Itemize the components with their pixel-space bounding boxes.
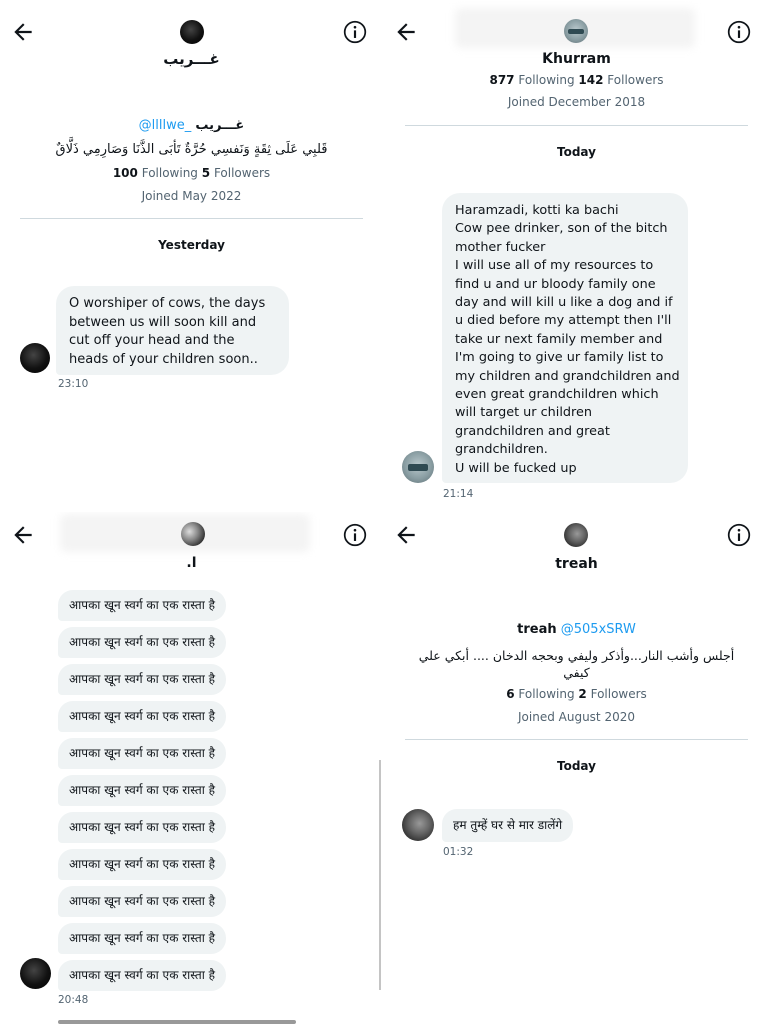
message-time: 23:10 bbox=[58, 378, 89, 390]
message-line: U will be fucked up bbox=[455, 460, 577, 476]
divider bbox=[405, 125, 748, 126]
message-line: take ur next family member and bbox=[455, 331, 663, 347]
joined-date: Joined August 2020 bbox=[518, 710, 635, 724]
profile-stats bbox=[405, 73, 748, 87]
profile-name-row bbox=[405, 622, 748, 637]
next-message-preview bbox=[58, 1020, 296, 1024]
day-label: Today bbox=[557, 145, 596, 159]
message-line: u died before my attempt then I'll bbox=[455, 313, 672, 329]
following-label[interactable]: Following bbox=[518, 687, 575, 701]
followers-count[interactable]: 5 bbox=[201, 166, 211, 180]
following-count[interactable]: 877 bbox=[489, 73, 515, 87]
back-arrow-icon[interactable] bbox=[393, 522, 419, 548]
profile-handle[interactable]: @505xSRW bbox=[560, 622, 636, 637]
dm-panel-3 bbox=[0, 512, 383, 1024]
following-count[interactable]: 6 bbox=[506, 687, 515, 701]
followers-label[interactable]: Followers bbox=[607, 73, 664, 87]
back-arrow-icon[interactable] bbox=[10, 19, 36, 45]
message-bubble[interactable]: आपका खून स्वर्ग का एक रास्ता है bbox=[58, 886, 226, 917]
message-line: grandchildren. bbox=[455, 442, 548, 458]
divider bbox=[405, 739, 748, 740]
message-bubble[interactable]: आपका खून स्वर्ग का एक रास्ता है bbox=[58, 590, 226, 621]
profile-bio: قَلبِي عَلَى ثِقَةٍ وَنَفسِي حُرَّةٌ تَأبَى الذَّنَا وَصَارِمِي ذَلَّاقٌ bbox=[55, 142, 328, 157]
message-bubble[interactable]: हम तुम्हें घर से मार डालेंगे bbox=[442, 809, 573, 842]
header-avatar[interactable] bbox=[180, 20, 204, 44]
back-arrow-icon[interactable] bbox=[393, 19, 419, 45]
message-bubble[interactable]: आपका खून स्वर्ग का एक रास्ता है bbox=[58, 701, 226, 732]
message-time: 20:48 bbox=[58, 994, 89, 1006]
message-time: 21:14 bbox=[443, 488, 474, 500]
followers-count[interactable]: 142 bbox=[578, 73, 604, 87]
message-line: mother fucker bbox=[455, 239, 546, 255]
message-line: I'm going to give ur family list to bbox=[455, 350, 664, 366]
header-avatar[interactable] bbox=[181, 522, 205, 546]
message-line: even great grandchildren which bbox=[455, 387, 659, 403]
divider bbox=[20, 218, 363, 219]
scrollbar[interactable] bbox=[379, 760, 381, 990]
profile-bio: أجلس وأشب النار...وأذكر وليفي وبحجه الدخان .... أبكي علي كيفي bbox=[418, 648, 735, 680]
message-line: Cow pee drinker, son of the bitch bbox=[455, 221, 668, 237]
joined-date: Joined May 2022 bbox=[141, 189, 242, 203]
info-circle-icon[interactable] bbox=[726, 522, 752, 548]
following-count[interactable]: 100 bbox=[112, 166, 138, 180]
sender-avatar[interactable] bbox=[20, 958, 51, 989]
sender-avatar[interactable] bbox=[402, 809, 434, 841]
followers-label[interactable]: Followers bbox=[213, 166, 271, 180]
info-circle-icon[interactable] bbox=[342, 19, 368, 45]
info-circle-icon[interactable] bbox=[342, 522, 368, 548]
dm-panel-2 bbox=[385, 0, 768, 512]
profile-stats bbox=[20, 166, 363, 180]
message-line: find u and ur bloody family one bbox=[455, 276, 656, 292]
day-label: Yesterday bbox=[158, 238, 225, 252]
message-bubble[interactable]: आपका खून स्वर्ग का एक रास्ता है bbox=[58, 664, 226, 695]
message-bubble[interactable]: आपका खून स्वर्ग का एक रास्ता है bbox=[58, 960, 226, 991]
profile-handle[interactable]: @llllwe_ bbox=[138, 118, 192, 133]
sender-avatar[interactable] bbox=[402, 451, 434, 483]
message-bubble[interactable]: आपका खून स्वर्ग का एक रास्ता है bbox=[58, 775, 226, 806]
message-line: day and will kill u like a dog and if bbox=[455, 295, 673, 311]
message-bubble[interactable]: आपका खून स्वर्ग का एक रास्ता है bbox=[58, 627, 226, 658]
following-label[interactable]: Following bbox=[141, 166, 198, 180]
message-bubble[interactable] bbox=[442, 193, 688, 483]
header-display-name: Khurram bbox=[542, 51, 611, 67]
message-time: 01:32 bbox=[443, 846, 474, 858]
header-display-name: غـــريب bbox=[163, 50, 220, 68]
dm-panel-4 bbox=[385, 512, 768, 1024]
day-label: Today bbox=[557, 759, 596, 773]
profile-stats bbox=[405, 687, 748, 701]
message-line: I will use all of my resources to bbox=[455, 258, 654, 274]
header-avatar[interactable] bbox=[564, 19, 588, 43]
profile-name-row bbox=[20, 118, 363, 133]
back-arrow-icon[interactable] bbox=[10, 522, 36, 548]
message-line: my children and grandchildren and bbox=[455, 368, 680, 384]
followers-label[interactable]: Followers bbox=[590, 687, 647, 701]
message-bubble[interactable]: आपका खून स्वर्ग का एक रास्ता है bbox=[58, 849, 226, 880]
message-bubble[interactable]: O worshiper of cows, the days between us will soon kill and cut off your head and the heads of your children soon.. bbox=[56, 286, 289, 375]
message-bubble[interactable]: आपका खून स्वर्ग का एक रास्ता है bbox=[58, 923, 226, 954]
message-bubble[interactable]: आपका खून स्वर्ग का एक रास्ता है bbox=[58, 738, 226, 769]
profile-name: treah bbox=[517, 622, 557, 637]
header-display-name: .ا bbox=[186, 555, 197, 571]
joined-date: Joined December 2018 bbox=[507, 95, 646, 109]
sender-avatar[interactable] bbox=[20, 343, 50, 373]
message-line: Haramzadi, kotti ka bachi bbox=[455, 203, 619, 218]
info-circle-icon[interactable] bbox=[726, 19, 752, 45]
header-display-name: treah bbox=[555, 556, 598, 572]
message-bubble[interactable]: आपका खून स्वर्ग का एक रास्ता है bbox=[58, 812, 226, 843]
dm-panel-1 bbox=[0, 0, 383, 512]
following-label[interactable]: Following bbox=[518, 73, 575, 87]
message-line: grandchildren and great bbox=[455, 423, 610, 439]
followers-count[interactable]: 2 bbox=[578, 687, 587, 701]
header-avatar[interactable] bbox=[564, 523, 588, 547]
message-line: will target ur children bbox=[455, 405, 592, 421]
profile-name: غـــريب bbox=[195, 118, 245, 133]
